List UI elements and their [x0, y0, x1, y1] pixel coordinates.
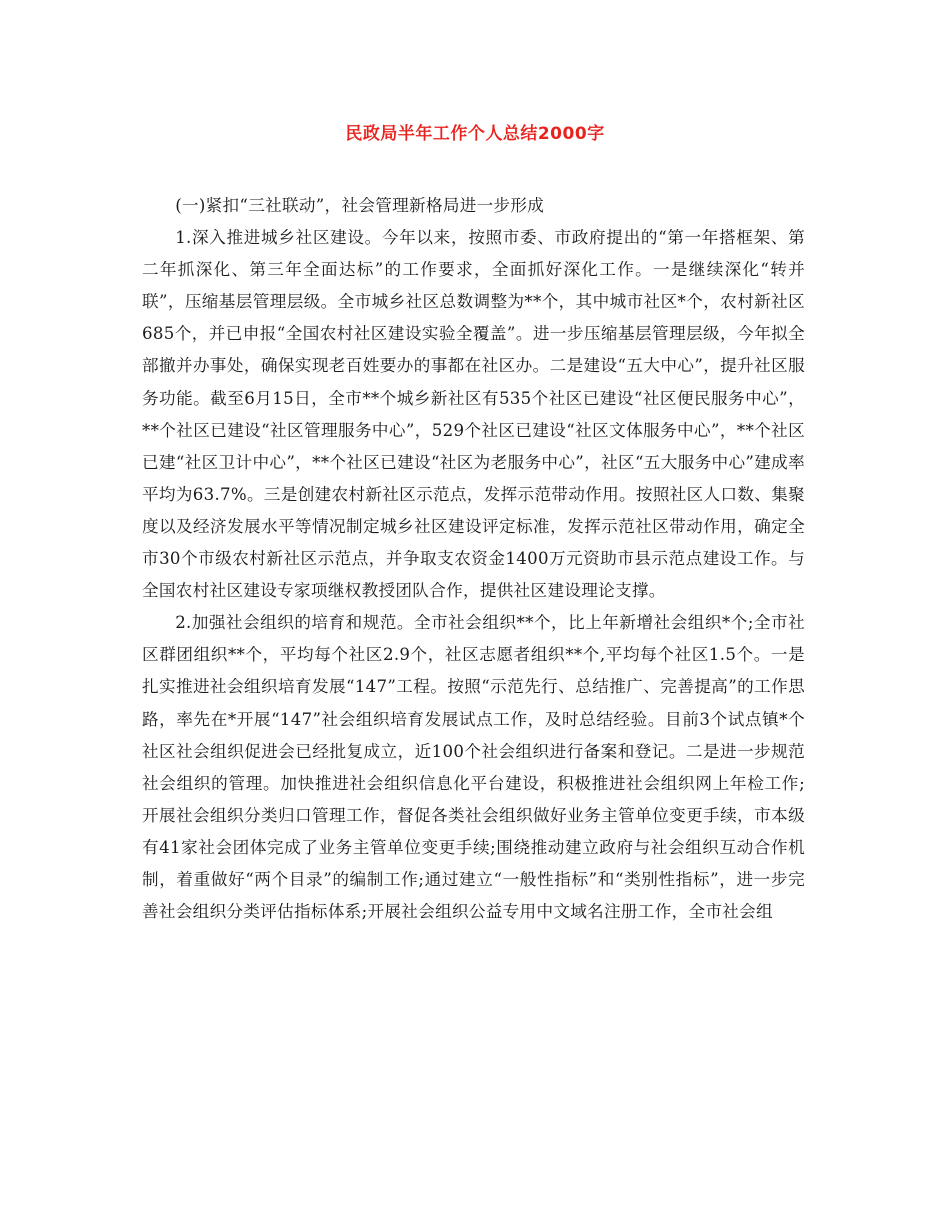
document-title: 民政局半年工作个人总结2000字 — [345, 124, 605, 144]
body-paragraph: 1.深入推进城乡社区建设。今年以来，按照市委、市政府提出的“第一年搭框架、第二年抓深化、第三年全面达标”的工作要求，全面抓好深化工作。一是继续深化“转并联”，压缩基层管理层级。全市城乡社区总数调整为**个，其中城市社区*个，农村新社区685个，并已申报“全国农村社区建设实验全覆盖”。进一步压缩基层管理层级，今年拟全部撤并办事处，确保实现老百姓要办的事都在社区办。二是建设“五大中心”，提升社区服务功能。截至6月15日，全市**个城乡新社区有535个社区已建设“社区便民服务中心”，**个社区已建设“社区管理服务中心”，529个社区已建设“社区文体服务中心”，**个社区已建“社区卫计中心”，**个社区已建设“社区为老服务中心”，社区“五大服务中心”建成率平均为63.7%。三是创建农村新社区示范点，发挥示范带动作用。按照社区人口数、集聚度以及经济发展水平等情况制定城乡社区建设评定标准，发挥示范社区带动作用，确定全市30个市级农村新社区示范点，并争取支农资金1400万元资助市县示范点建设工作。与全国农村社区建设专家项继权教授团队合作，提供社区建设理论支撑。 — [142, 228, 805, 601]
document-body — [142, 190, 805, 928]
body-paragraph: 2.加强社会组织的培育和规范。全市社会组织**个，比上年新增社会组织*个;全市社区群团组织**个，平均每个社区2.9个，社区志愿者组织**个,平均每个社区1.5个。一是扎实推进社会组织培育发展“147”工程。按照“示范先行、总结推广、完善提高”的工作思路，率先在*开展“147”社会组织培育发展试点工作，及时总结经验。目前3个试点镇*个社区社会组织促进会已经批复成立，近100个社会组织进行备案和登记。二是进一步规范社会组织的管理。加快推进社会组织信息化平台建设，积极推进社会组织网上年检工作;开展社会组织分类归口管理工作，督促各类社会组织做好业务主管单位变更手续，市本级有41家社会团体完成了业务主管单位变更手续;围绕推动建立政府与社会组织互动合作机制，着重做好“两个目录”的编制工作;通过建立“一般性指标”和“类别性指标”，进一步完善社会组织分类评估指标体系;开展社会组织公益专用中文域名注册工作，全市社会组 — [142, 613, 805, 922]
section-heading: (一)紧扣“三社联动”，社会管理新格局进一步形成 — [175, 196, 545, 215]
